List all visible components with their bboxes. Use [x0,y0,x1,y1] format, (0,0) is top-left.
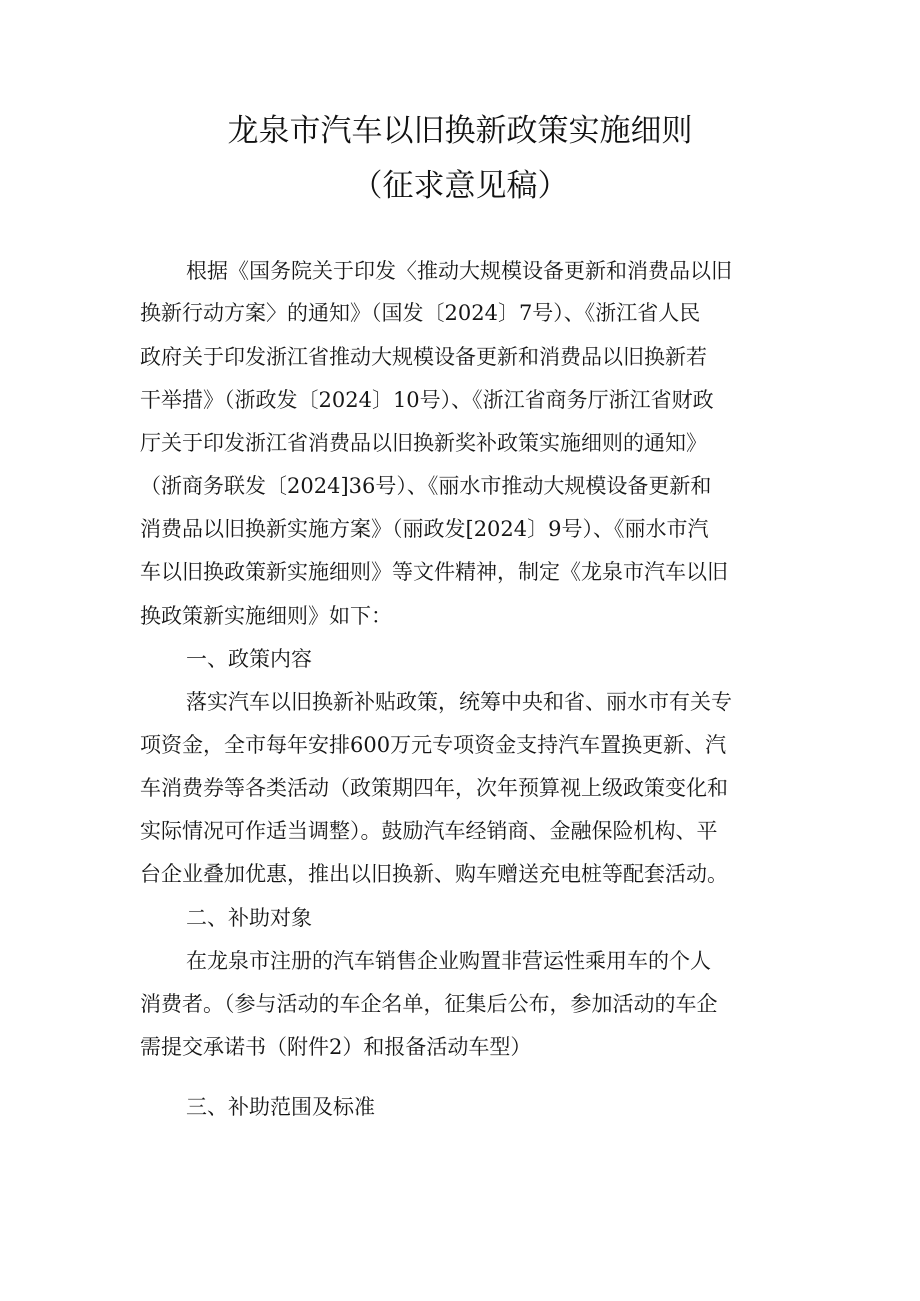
document-page: 龙泉市汽车以旧换新政策实施细则 （征求意见稿） 根据《国务院关于印发〈推动大规模设备更新和消费品以旧 换新行动方案〉的通知》（国发〔2024〕7号）、《浙江省人民 政府关于印发浙江省推动大规模设备更新和消费品以旧换新若 干举措》（浙政发〔2024〕10号）、《浙江省商务厅浙江省财政 厅关于印发浙江省消费品以旧换新奖补政策实施细则的通知》 （浙商务联发〔2024]36号）、《丽水市推动大规模设备更新和 消费品以旧换新实施方案》（丽政发[2024〕9号）、《丽水市汽 车以旧换政策新实施细则》等文件精神，制定《龙泉市汽车以旧 换政策新实施细则》如下： 一、政策内容 落实汽车以旧换新补贴政策，统筹中央和省、丽水市有关专 项资金，全市每年安排600万元专项资金支持汽车置换更新、汽 车消费券等各类活动（政策期四年，次年预算视上级政策变化和 实际情况可作适当调整）。鼓励汽车经销商、金融保险机构、平 台企业叠加优惠，推出以旧换新、购车赠送充电桩等配套活动。 二、补助对象 在龙泉市注册的汽车销售企业购置非营运性乘用车的个人 消费者。（参与活动的车企名单，征集后公布，参加活动的车企 需提交承诺书（附件2）和报备活动车型） 三、补助范围及标准 [0,0,920,1301]
document-subtitle: （征求意见稿） [351,168,569,204]
document-title: 龙泉市汽车以旧换新政策实施细则 [227,113,693,149]
